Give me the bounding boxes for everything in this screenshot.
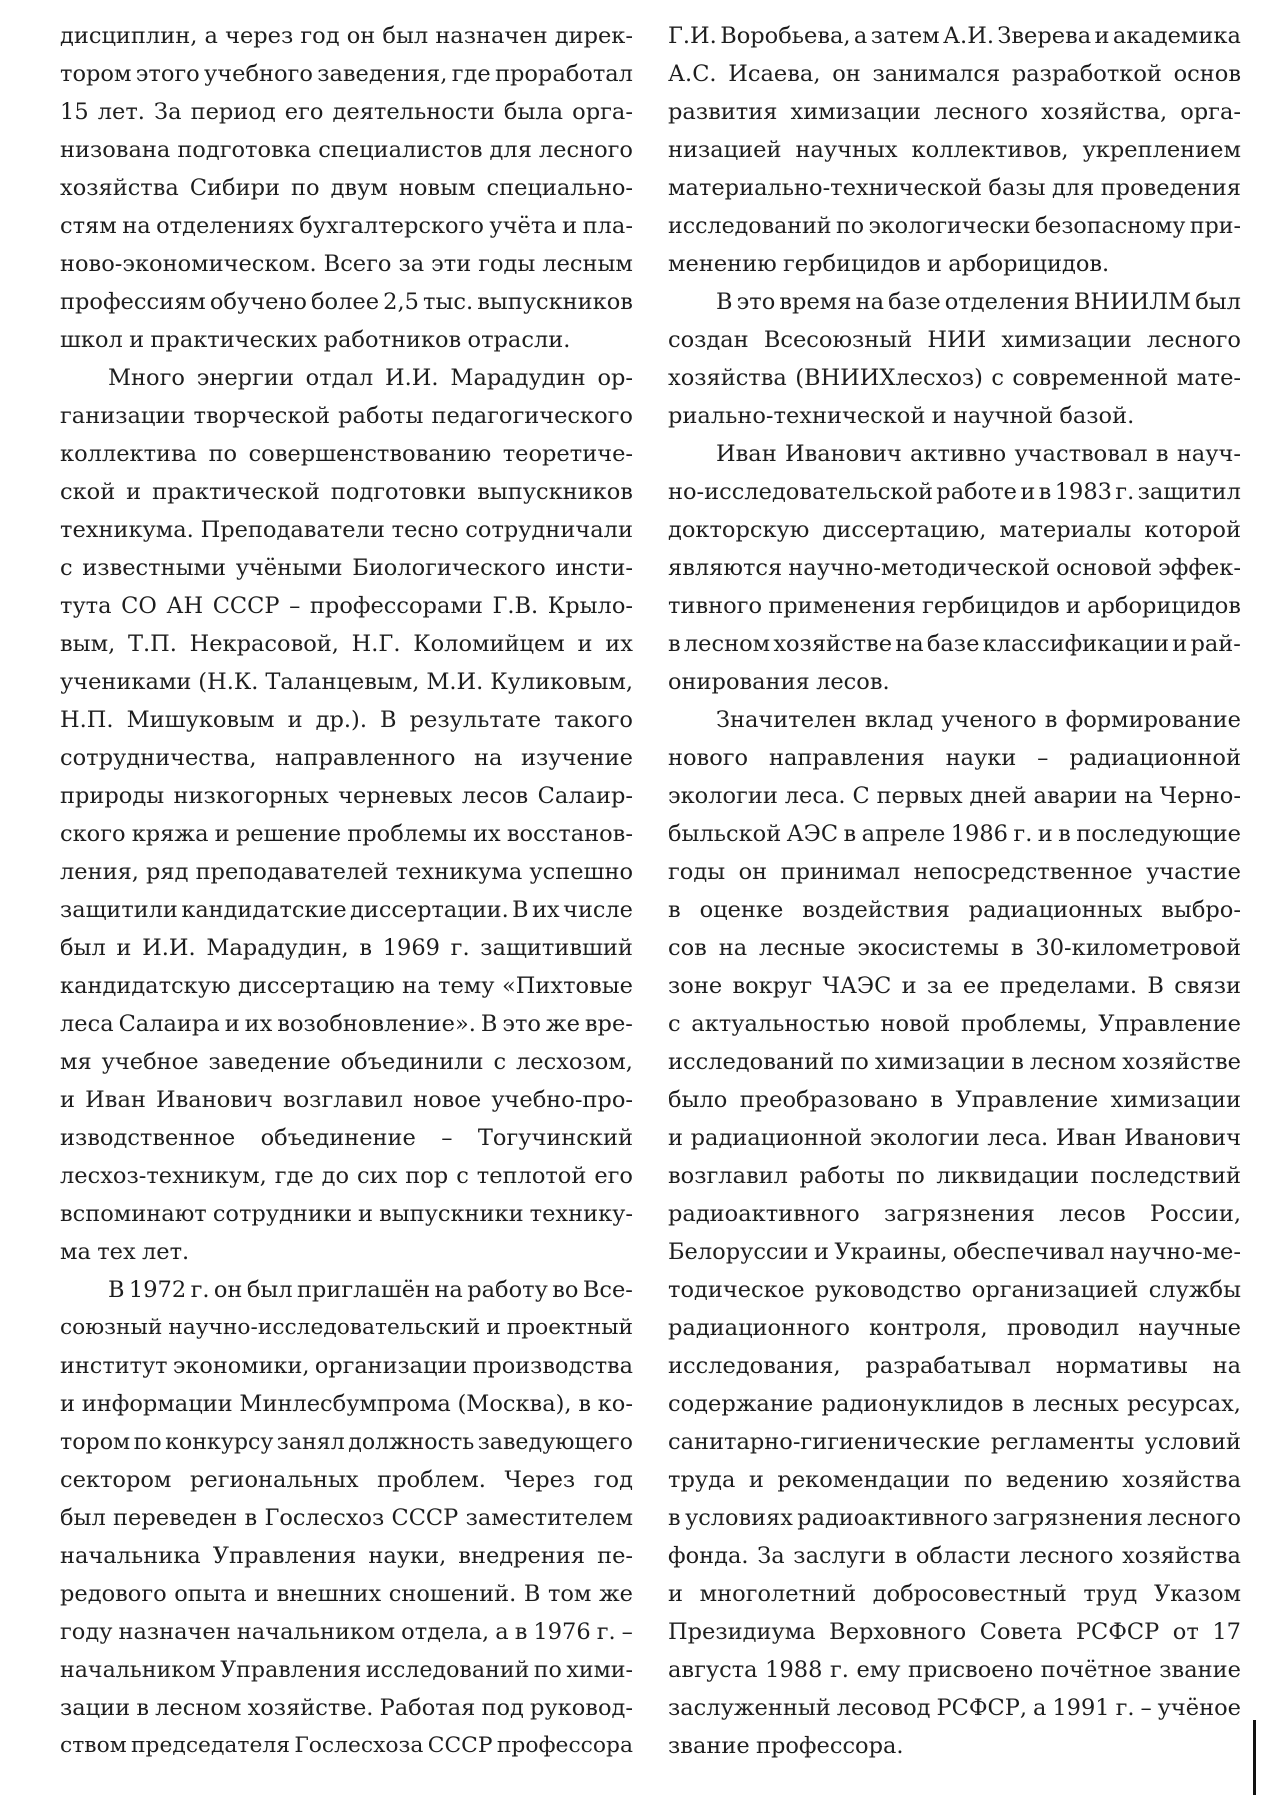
text-line: но-исследовательской работе и в 1983 г. защитил	[668, 479, 1241, 505]
text-line: и радиационной экологии леса. Иван Иванович	[668, 1125, 1241, 1151]
text-line: профессиям обучено более 2,5 тыс. выпускников	[60, 289, 633, 315]
text-line: ством председателя Гослесхоза СССР профессора	[60, 1733, 633, 1758]
text-line: сов на лесные экосистемы в 30-километровой	[668, 935, 1241, 961]
text-line: институт экономики, организации производства	[60, 1353, 633, 1379]
text-line: леса Салаира и их возобновление». В это же вре-	[60, 1011, 633, 1037]
left-text-column	[60, 17, 633, 1765]
text-line: труда и рекомендации по ведению хозяйства	[668, 1467, 1241, 1493]
text-line: А.С. Исаева, он занимался разработкой основ	[668, 61, 1241, 87]
text-line: содержание радионуклидов в лесных ресурсах,	[668, 1391, 1241, 1417]
text-line: Президиума Верховного Совета РСФСР от 17	[668, 1619, 1241, 1645]
text-line: радиоактивного загрязнения лесов России,	[668, 1201, 1241, 1227]
text-line: тором этого учебного заведения, где проработал	[60, 61, 633, 87]
text-line: сотрудничества, направленного на изучение	[60, 745, 633, 771]
text-line: тута СО АН СССР – профессорами Г.В. Крыло-	[60, 593, 633, 619]
text-line: изводственное объединение – Тогучинский	[60, 1125, 633, 1151]
text-line: развития химизации лесного хозяйства, орга-	[668, 99, 1241, 125]
text-line: с актуальностью новой проблемы, Управление	[668, 1011, 1241, 1037]
text-line: материально-технической базы для проведения	[668, 175, 1241, 201]
text-line: стям на отделениях бухгалтерского учёта и пла-	[60, 213, 633, 239]
text-line: в условиях радиоактивного загрязнения лесного	[668, 1505, 1241, 1531]
text-line: зации в лесном хозяйстве. Работая под руковод-	[60, 1695, 633, 1721]
text-line: хозяйства (ВНИИХлесхоз) с современной мате-	[668, 365, 1241, 391]
text-line: ского кряжа и решение проблемы их восстанов-	[60, 821, 633, 847]
text-line: учениками (Н.К. Таланцевым, М.И. Куликовым,	[60, 669, 633, 695]
text-line: ново-экономическом. Всего за эти годы лесным	[60, 251, 633, 277]
text-line: в оценке воздействия радиационных выбро-	[668, 897, 1241, 923]
text-line: техникума. Преподаватели тесно сотрудничали	[60, 517, 633, 543]
text-line: низована подготовка специалистов для лесного	[60, 137, 633, 163]
text-line: Значителен вклад ученого в формирование	[716, 707, 1241, 733]
text-line: и информации Минлесбумпрома (Москва), в ко-	[60, 1391, 633, 1417]
text-line: сектором региональных проблем. Через год	[60, 1467, 633, 1493]
text-line: в лесном хозяйстве на базе классификации и рай-	[668, 631, 1241, 657]
text-line: природы низкогорных черневых лесов Салаир-	[60, 783, 633, 809]
text-line: Г.И. Воробьева, а затем А.И. Зверева и академика	[668, 23, 1241, 49]
text-line: ления, ряд преподавателей техникума успешно	[60, 859, 633, 885]
text-line: Иван Иванович активно участвовал в науч-	[716, 441, 1241, 467]
text-line: начальником Управления исследований по хими-	[60, 1657, 633, 1683]
text-line: 15 лет. За период его деятельности была орга-	[60, 99, 633, 125]
text-line: и Иван Иванович возглавил новое учебно-про-	[60, 1087, 633, 1113]
text-line: коллектива по совершенствованию теоретиче-	[60, 441, 633, 467]
text-line: менению гербицидов и арборицидов.	[668, 251, 1110, 277]
text-line: являются научно-методической основой эффек-	[668, 555, 1241, 581]
text-line: тивного применения гербицидов и арборицидов	[668, 593, 1241, 619]
text-line: августа 1988 г. ему присвоено почётное звание	[668, 1657, 1241, 1683]
text-line: низацией научных коллективов, укреплением	[668, 137, 1241, 163]
text-line: исследований по химизации в лесном хозяйстве	[668, 1049, 1241, 1075]
text-line: докторскую диссертацию, материалы которой	[668, 517, 1241, 543]
text-line: онирования лесов.	[668, 669, 890, 695]
text-line: создан Всесоюзный НИИ химизации лесного	[668, 327, 1241, 353]
text-line: хозяйства Сибири по двум новым специально-	[60, 175, 633, 201]
text-line: заслуженный лесовод РСФСР, а 1991 г. – учёное	[668, 1695, 1241, 1721]
text-line: радиационного контроля, проводил научные	[668, 1315, 1241, 1341]
text-line: Белоруссии и Украины, обеспечивал научно-ме-	[668, 1239, 1241, 1265]
text-line: тором по конкурсу занял должность заведующего	[60, 1429, 633, 1455]
right-text-column	[668, 17, 1241, 1765]
text-line: В 1972 г. он был приглашён на работу во Все-	[108, 1277, 633, 1303]
text-line: исследования, разрабатывал нормативы на	[668, 1353, 1241, 1379]
text-line: школ и практических работников отрасли.	[60, 327, 571, 353]
text-line: ганизации творческой работы педагогического	[60, 403, 633, 429]
text-line: нового направления науки – радиационной	[668, 745, 1241, 771]
text-line: году назначен начальником отдела, а в 1976 г. –	[60, 1619, 633, 1645]
text-line: зоне вокруг ЧАЭС и за ее пределами. В связи	[668, 973, 1241, 999]
text-line: вым, Т.П. Некрасовой, Н.Г. Коломийцем и их	[60, 631, 633, 657]
text-line: ма тех лет.	[60, 1239, 190, 1265]
text-line: было преобразовано в Управление химизации	[668, 1087, 1241, 1113]
text-line: мя учебное заведение объединили с лесхозом,	[60, 1049, 633, 1075]
text-line: экологии леса. С первых дней аварии на Черно-	[668, 783, 1241, 809]
text-line: фонда. За заслуги в области лесного хозяйства	[668, 1543, 1241, 1569]
text-line: исследований по экологически безопасному при-	[668, 213, 1241, 239]
text-line: лесхоз-техникум, где до сих пор с теплотой его	[60, 1163, 633, 1189]
text-line: санитарно-гигиенические регламенты условий	[668, 1429, 1241, 1455]
text-line: быльской АЭС в апреле 1986 г. и в последующие	[668, 821, 1241, 847]
text-line: вспоминают сотрудники и выпускники технику-	[60, 1201, 633, 1227]
text-line: ской и практической подготовки выпускников	[60, 479, 633, 505]
text-line: и многолетний добросовестный труд Указом	[668, 1581, 1241, 1607]
text-line: Н.П. Мишуковым и др.). В результате такого	[60, 707, 633, 733]
text-line: В это время на базе отделения ВНИИЛМ был	[716, 289, 1241, 315]
text-line: был переведен в Гослесхоз СССР заместителем	[60, 1505, 633, 1531]
text-line: кандидатскую диссертацию на тему «Пихтовые	[60, 973, 633, 999]
text-line: защитили кандидатские диссертации. В их числе	[60, 897, 633, 923]
text-line: редового опыта и внешних сношений. В том же	[60, 1581, 633, 1607]
page-edge-marker	[1253, 1720, 1256, 1795]
text-line: начальника Управления науки, внедрения пе-	[60, 1543, 633, 1569]
text-line: звание профессора.	[668, 1733, 904, 1759]
text-line: с известными учёными Биологического инсти-	[60, 555, 633, 581]
text-line: возглавил работы по ликвидации последствий	[668, 1163, 1241, 1189]
text-line: дисциплин, а через год он был назначен дирек-	[60, 23, 633, 49]
text-line: Много энергии отдал И.И. Марадудин ор-	[108, 365, 633, 391]
text-line: союзный научно-исследовательский и проектный	[60, 1315, 633, 1340]
text-line: был и И.И. Марадудин, в 1969 г. защитивший	[60, 935, 633, 961]
text-line: риально-технической и научной базой.	[668, 403, 1135, 429]
text-line: тодическое руководство организацией службы	[668, 1277, 1241, 1303]
text-line: годы он принимал непосредственное участие	[668, 859, 1241, 885]
